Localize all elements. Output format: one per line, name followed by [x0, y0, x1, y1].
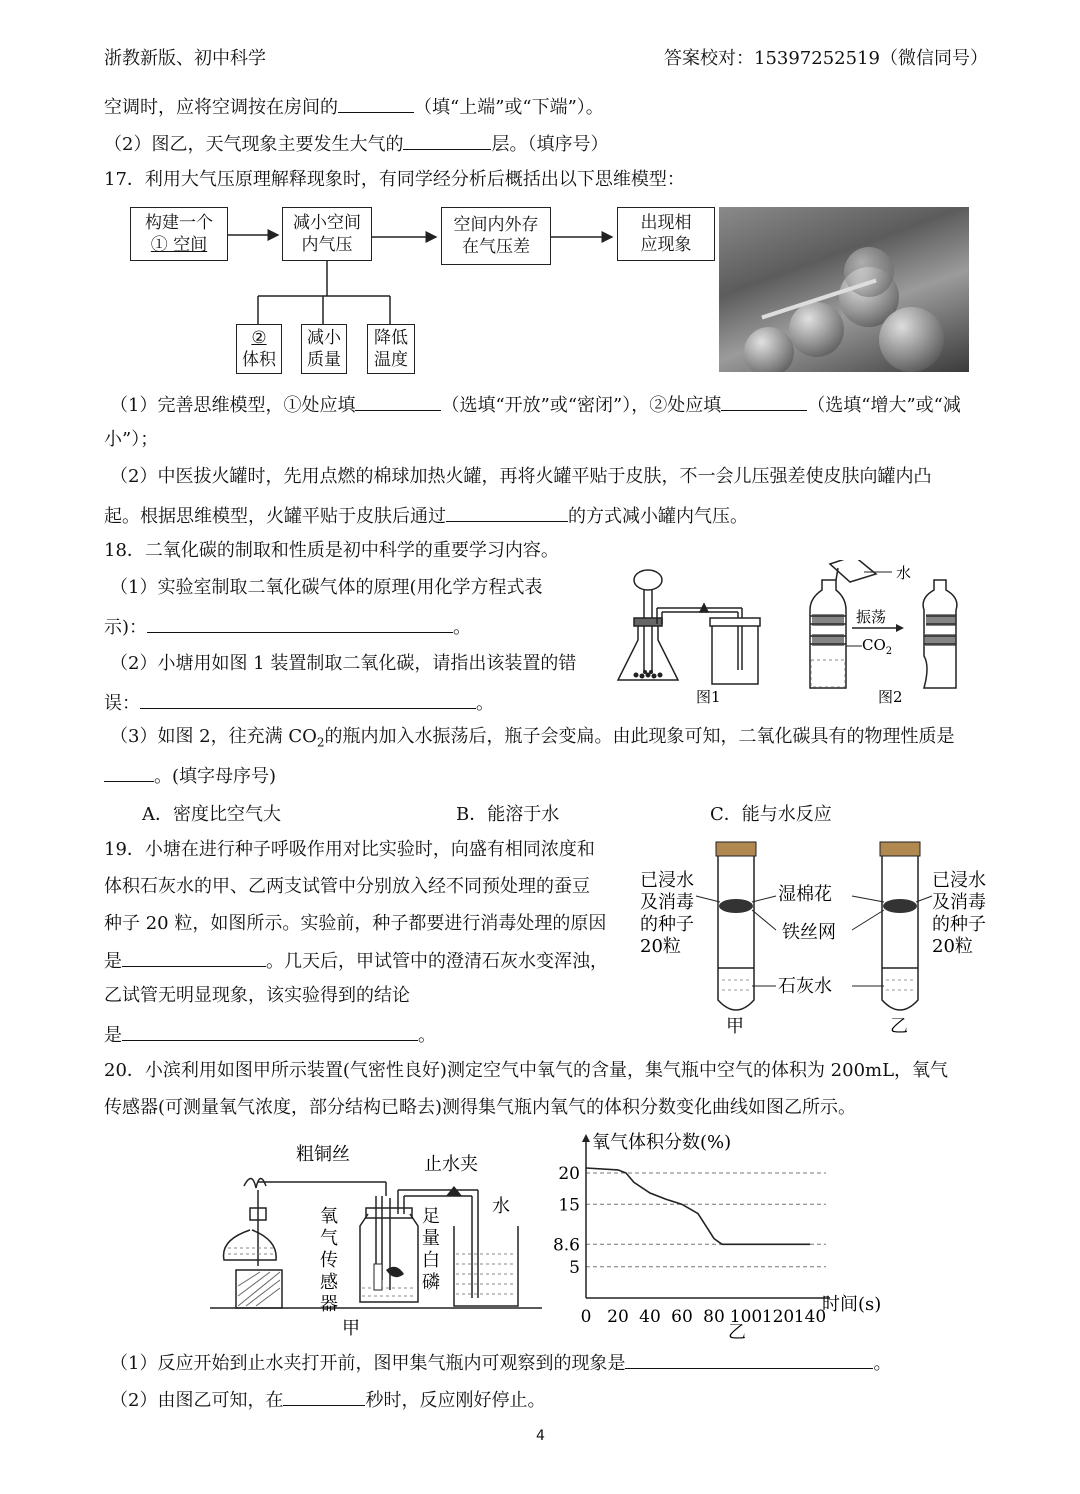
sensor-char: 感 [320, 1272, 338, 1293]
y-axis-arrow [582, 1134, 590, 1142]
q18-option-c[interactable]: C．能与水反应 [710, 804, 832, 825]
sensor-char: 氧 [320, 1206, 338, 1227]
q18-text: 。 [453, 617, 472, 638]
answer-blank[interactable] [122, 1020, 418, 1041]
q20-text: （2）由图乙可知，在 [110, 1390, 284, 1411]
box-text: 减小 [307, 328, 341, 348]
mesh-label: 铁丝网 [782, 922, 836, 943]
phos-char: 足 [422, 1206, 440, 1227]
q20-text: （1）反应开始到止水夹打开前，图甲集气瓶内可观察到的现象是 [110, 1353, 626, 1374]
q19-text: 是 [104, 951, 122, 972]
q20-p2 [110, 1385, 545, 1414]
box-text: 温度 [374, 350, 408, 370]
apparatus-caption: 甲 [342, 1318, 360, 1339]
y-tick-label: 5 [569, 1257, 580, 1278]
label-left-1: 已浸水 [640, 870, 694, 891]
q19-line1: 19．小塘在进行种子呼吸作用对比实验时，向盛有相同浓度和 [104, 839, 595, 860]
q18-text: 。 [476, 693, 494, 714]
answer-blank[interactable] [625, 1348, 873, 1369]
chart-grid [586, 1173, 826, 1267]
box-text: 应现象 [640, 235, 692, 255]
x-tick-label: 60 [671, 1307, 693, 1327]
q20-text: 秒时，反应刚好停止。 [365, 1390, 546, 1411]
phos-char: 磷 [422, 1272, 440, 1293]
q17-text: 起。根据思维模型，火罐平贴于皮肤后通过 [104, 506, 446, 527]
q19-line5: 乙试管无明显现象，该实验得到的结论 [104, 985, 410, 1006]
answer-blank[interactable] [147, 612, 453, 633]
co2-label: $CO_2$ [862, 636, 893, 657]
x-tick-label: 80 [703, 1307, 725, 1327]
model-sub-temperature [367, 324, 415, 374]
label-right-3: 的种子 [932, 914, 986, 935]
q18-text: （3）如图 2，往充满 CO [110, 726, 317, 747]
q18-p2: （2）小塘用如图 1 装置制取二氧化碳，请指出该装置的错 [110, 653, 577, 674]
q17-text: （选填“增大”或“减 [807, 395, 961, 416]
tube-yi-label: 乙 [890, 1016, 908, 1037]
header-right: 答案校对：15397252519（微信同号） [664, 48, 988, 69]
q18-option-a[interactable]: A．密度比空气大 [142, 804, 281, 825]
clip-label: 止水夹 [424, 1154, 478, 1175]
q18-p3 [110, 724, 955, 756]
q17-text: （1）完善思维模型，①处应填 [110, 395, 356, 416]
q17-stem: 17．利用大气压原理解释现象时，有同学经分析后概括出以下思维模型： [104, 169, 685, 190]
q17-text: （选填“开放”或“密闭”），②处应填 [441, 395, 722, 416]
oxygen-chart [548, 1128, 888, 1344]
q20-line1: 20．小滨利用如图甲所示装置(气密性良好)测定空气中氧气的含量，集气瓶中空气的体积为 200mL，氧气 [104, 1060, 949, 1081]
q19-text: 是 [104, 1025, 122, 1046]
water-label: 水 [492, 1196, 510, 1217]
phos-char: 量 [422, 1228, 440, 1249]
water-label: 水 [896, 564, 912, 582]
y-tick-label: 20 [558, 1164, 580, 1184]
label-right-4: 20粒 [932, 936, 973, 957]
box-text: 体积 [242, 350, 276, 370]
q17-p1 [110, 390, 961, 419]
header-left: 浙教新版、初中科学 [104, 48, 266, 69]
label-left-3: 的种子 [640, 914, 694, 935]
lime-label: 石灰水 [778, 976, 832, 997]
q18-text: 的瓶内加入水振荡后，瓶子会变扁。由此现象可知，二氧化碳具有的物理性质是 [324, 726, 955, 747]
label-left-2: 及消毒 [640, 892, 694, 913]
q17-p1-cont: 小”）； [104, 429, 159, 450]
q19-line3: 种子 20 粒，如图所示。实验前，种子都要进行消毒处理的原因 [104, 913, 607, 934]
fig1-caption: 图1 [696, 688, 721, 706]
box-text: ② [251, 328, 267, 348]
q16-text: （填“上端”或“下端”）。 [414, 97, 604, 118]
q16-text: （2）图乙，天气现象主要发生大气的 [104, 134, 404, 155]
q20-line2: 传感器(可测量氧气浓度，部分结构已略去)测得集气瓶内氧气的体积分数变化曲线如图乙所示。 [104, 1097, 857, 1118]
q17-p2-cont [104, 501, 748, 530]
box-text: 质量 [307, 350, 341, 370]
q18-text: 误： [104, 693, 140, 714]
model-sub-mass [301, 324, 347, 374]
q19-test-tubes [636, 840, 1000, 1040]
q16-text: 空调时，应将空调按在房间的 [104, 97, 338, 118]
y-tick-label: 15 [558, 1195, 580, 1216]
box-text: 构建一个 [145, 213, 213, 233]
x-tick-label: 40 [639, 1307, 661, 1327]
q18-p2-cont [104, 688, 494, 717]
q20-apparatus [200, 1130, 560, 1342]
q18-p3-cont [104, 761, 276, 790]
q18-sub: 2 [316, 735, 325, 750]
x-tick-label: 100 [729, 1307, 763, 1327]
shake-label: 振荡 [856, 608, 887, 626]
q17-p2: （2）中医拔火罐时，先用点燃的棉球加热火罐，再将火罐平贴于皮肤，不一会儿压强差使皮肤向罐内凸 [110, 466, 932, 487]
answer-blank[interactable] [104, 761, 154, 782]
chart-xlabel: 时间(s) [822, 1294, 882, 1315]
box-text: ① 空间 [150, 235, 208, 255]
chart-axes [582, 1134, 830, 1298]
page-number: 4 [536, 1428, 545, 1444]
box-text: 在气压差 [462, 237, 530, 257]
q19-line4 [104, 946, 608, 975]
box-text: 内气压 [301, 235, 353, 255]
chart-ylabel: 氧气体积分数(%) [592, 1132, 732, 1153]
answer-blank[interactable] [446, 501, 568, 522]
y-tick-label: 8.6 [552, 1235, 580, 1256]
q19-text: 。 [418, 1025, 436, 1046]
tube-jia-label: 甲 [726, 1016, 744, 1037]
x-tick-label: 0 [580, 1307, 592, 1327]
sensor-char: 传 [320, 1250, 338, 1271]
chart-ticks [553, 1164, 826, 1327]
q16-text: 层。（填序号） [491, 134, 609, 155]
box-text: 减小空间 [293, 213, 361, 233]
oxygen-curve [586, 1168, 810, 1244]
q18-stem: 18．二氧化碳的制取和性质是初中科学的重要学习内容。 [104, 540, 559, 561]
sensor-char: 器 [320, 1294, 338, 1315]
box-text: 降低 [374, 328, 408, 348]
x-tick-label: 140 [793, 1307, 827, 1327]
cupping-photo [719, 207, 969, 372]
q18-p1-cont [104, 612, 471, 641]
cotton-label: 湿棉花 [778, 884, 832, 905]
sensor-char: 气 [320, 1228, 338, 1249]
answer-blank[interactable] [140, 688, 476, 709]
q18-figures [600, 560, 1000, 710]
q19-text: 。几天后，甲试管中的澄清石灰水变浑浊， [266, 951, 608, 972]
label-right-1: 已浸水 [932, 870, 986, 891]
box-text: 出现相 [640, 213, 692, 233]
q20-text: 。 [873, 1353, 892, 1374]
fig2-caption: 图2 [878, 688, 903, 706]
label-left-4: 20粒 [640, 936, 681, 957]
q17-text: 的方式减小罐内气压。 [568, 506, 748, 527]
q18-text: 。(填字母序号) [154, 766, 277, 787]
label-right-2: 及消毒 [932, 892, 986, 913]
q19-line2: 体积石灰水的甲、乙两支试管中分别放入经不同预处理的蚕豆 [104, 876, 590, 897]
x-tick-label: 20 [607, 1307, 629, 1327]
q18-p1: （1）实验室制取二氧化碳气体的原理(用化学方程式表 [110, 577, 543, 598]
x-tick-label: 120 [761, 1307, 795, 1327]
chart-caption: 乙 [728, 1322, 746, 1343]
box-text: 空间内外存 [453, 215, 539, 235]
answer-blank[interactable] [721, 390, 807, 411]
q19-line6 [104, 1020, 436, 1049]
q20-p1 [110, 1348, 891, 1377]
phos-char: 白 [422, 1250, 440, 1271]
q18-option-b[interactable]: B．能溶于水 [456, 804, 560, 825]
answer-blank[interactable] [122, 946, 266, 967]
copper-wire-label: 粗铜丝 [296, 1144, 350, 1165]
q18-text: 示)： [104, 617, 148, 638]
model-sub-volume [236, 324, 282, 374]
answer-blank[interactable] [283, 1385, 365, 1406]
answer-blank[interactable] [355, 390, 441, 411]
